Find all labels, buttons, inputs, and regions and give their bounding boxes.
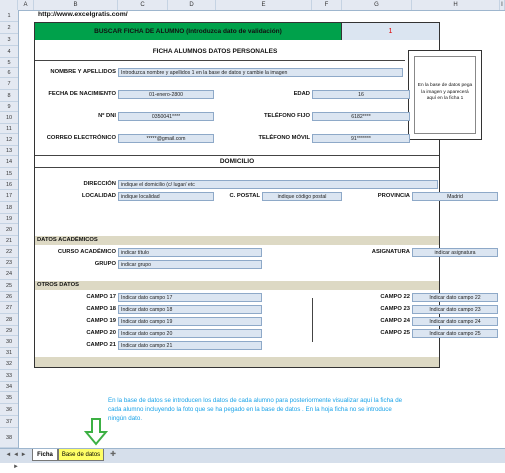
nombre-label: NOMBRE Y APELLIDOS bbox=[50, 69, 116, 75]
otros-section-header: OTROS DATOS bbox=[35, 281, 439, 290]
tab-nav-arrows-icon[interactable]: ◄ ◄ ► ► bbox=[5, 452, 27, 470]
campo-20-label: CAMPO 20 bbox=[86, 330, 116, 336]
domicilio-title: DOMICILIO bbox=[219, 158, 255, 165]
ficha-title: FICHA ALUMNOS DATOS PERSONALES bbox=[152, 48, 278, 55]
sheet-tab-bar bbox=[0, 448, 505, 470]
column-header[interactable]: D bbox=[168, 0, 216, 10]
campo-18-label: CAMPO 18 bbox=[86, 306, 116, 312]
row-header[interactable]: 22 bbox=[0, 246, 18, 258]
info-note: En la base de datos se introducen los datos de cada alumno para posteriormente visualizar aquí la ficha de cada alumno incluyendo la foto que se ha pegado en la base de datos . En la hoja ficha no se introduce ningún dato. bbox=[108, 397, 403, 422]
campo-25-label: CAMPO 25 bbox=[380, 330, 410, 336]
provincia-value[interactable]: Madrid bbox=[412, 192, 498, 201]
row-header[interactable]: 36 bbox=[0, 404, 18, 416]
correo-value[interactable]: *****@gmail.com bbox=[118, 134, 214, 143]
photo-placeholder-text: En la base de datos pega la imagen y aparecerá aquí en la ficha 1 bbox=[417, 83, 473, 101]
down-arrow-icon bbox=[84, 418, 108, 446]
correo-label: CORREO ELECTRÓNICO bbox=[46, 135, 116, 141]
row-header[interactable]: 18 bbox=[0, 202, 18, 214]
row-header[interactable]: 15 bbox=[0, 168, 18, 180]
campo-21-label: CAMPO 21 bbox=[86, 342, 116, 348]
asignatura-value[interactable]: indicar asignatura bbox=[412, 248, 498, 257]
row-header[interactable]: 9 bbox=[0, 102, 18, 112]
row-header[interactable]: 17 bbox=[0, 190, 18, 202]
provincia-label: PROVINCIA bbox=[377, 193, 410, 199]
dni-label: Nº DNI bbox=[98, 113, 116, 119]
row-header[interactable]: 27 bbox=[0, 302, 18, 314]
row-header[interactable]: 12 bbox=[0, 134, 18, 146]
row-header-bar bbox=[0, 10, 19, 448]
dni-value[interactable]: 0350041**** bbox=[118, 112, 214, 121]
campo-17-label: CAMPO 17 bbox=[86, 294, 116, 300]
edad-label: EDAD bbox=[293, 91, 310, 97]
nacimiento-value[interactable]: 01-enero-2800 bbox=[118, 90, 214, 99]
row-header[interactable]: 38 bbox=[0, 428, 18, 448]
fijo-value[interactable]: 6182**** bbox=[312, 112, 410, 121]
row-header[interactable]: 32 bbox=[0, 358, 18, 370]
tab-ficha[interactable]: Ficha bbox=[32, 449, 58, 461]
new-sheet-icon[interactable]: ✚ bbox=[110, 451, 116, 458]
row-header[interactable]: 31 bbox=[0, 348, 18, 358]
row-header[interactable]: 37 bbox=[0, 416, 18, 428]
campo-22-value[interactable]: Indicar dato campo 22 bbox=[412, 293, 498, 302]
campo-21-value[interactable]: Indicar dato campo 21 bbox=[118, 341, 262, 350]
row-header[interactable]: 2 bbox=[0, 22, 18, 34]
domicilio-divider-bottom bbox=[35, 167, 439, 168]
photo-frame bbox=[408, 50, 482, 140]
campo-19-value[interactable]: Indicar dato campo 19 bbox=[118, 317, 262, 326]
row-header[interactable]: 34 bbox=[0, 382, 18, 392]
localidad-label: LOCALIDAD bbox=[81, 193, 116, 199]
search-header-bar bbox=[35, 23, 342, 40]
fijo-label: TELÉFONO FIJO bbox=[263, 113, 310, 119]
localidad-value[interactable]: indique localidad bbox=[118, 192, 214, 201]
search-value-cell[interactable]: 1 bbox=[342, 23, 439, 40]
movil-label: TELÉFONO MÓVIL bbox=[258, 135, 310, 141]
row-header[interactable]: 1 bbox=[0, 10, 18, 22]
campo-18-value[interactable]: Indicar dato campo 18 bbox=[118, 305, 262, 314]
row-header[interactable]: 33 bbox=[0, 370, 18, 382]
row-header[interactable]: 16 bbox=[0, 180, 18, 190]
nombre-value[interactable]: Introduzca nombre y apellidos 1 en la base de datos y cambie la imagen bbox=[118, 68, 403, 77]
row-header[interactable]: 28 bbox=[0, 314, 18, 326]
row-header[interactable]: 25 bbox=[0, 280, 18, 292]
row-header[interactable]: 29 bbox=[0, 326, 18, 336]
row-header[interactable]: 11 bbox=[0, 124, 18, 134]
curso-label: CURSO ACADÉMICO bbox=[57, 249, 116, 255]
form-footer-band bbox=[35, 357, 439, 367]
curso-value[interactable]: indicar título bbox=[118, 248, 262, 257]
campo-23-label: CAMPO 23 bbox=[380, 306, 410, 312]
nacimiento-label: FECHA DE NACIMIENTO bbox=[48, 91, 116, 97]
row-header[interactable]: 4 bbox=[0, 46, 18, 58]
cp-value[interactable]: indique código postal bbox=[262, 192, 342, 201]
otros-divider bbox=[312, 298, 313, 342]
asignatura-label: ASIGNATURA bbox=[371, 249, 410, 255]
row-header[interactable]: 19 bbox=[0, 214, 18, 224]
row-header[interactable]: 10 bbox=[0, 112, 18, 124]
row-header[interactable]: 5 bbox=[0, 58, 18, 68]
direccion-label: DIRECCIÓN bbox=[83, 181, 116, 187]
row-header[interactable]: 20 bbox=[0, 224, 18, 236]
row-header[interactable]: 23 bbox=[0, 258, 18, 268]
row-header[interactable]: 7 bbox=[0, 78, 18, 90]
column-header[interactable]: B bbox=[34, 0, 118, 10]
column-header[interactable]: A bbox=[18, 0, 34, 10]
row-header[interactable]: 6 bbox=[0, 68, 18, 78]
campo-22-label: CAMPO 22 bbox=[380, 294, 410, 300]
website-link[interactable]: http://www.excelgratis.com/ bbox=[38, 11, 128, 18]
domicilio-divider-top bbox=[35, 155, 439, 156]
cp-label: C. POSTAL bbox=[229, 193, 260, 199]
campo-24-label: CAMPO 24 bbox=[380, 318, 410, 324]
column-header[interactable]: E bbox=[216, 0, 312, 10]
row-header[interactable]: 24 bbox=[0, 268, 18, 280]
movil-value[interactable]: 91******* bbox=[312, 134, 410, 143]
row-header[interactable]: 3 bbox=[0, 34, 18, 46]
row-header[interactable]: 26 bbox=[0, 292, 18, 302]
row-header[interactable]: 35 bbox=[0, 392, 18, 404]
column-header-bar bbox=[0, 0, 505, 11]
campo-23-value[interactable]: Indicar dato campo 23 bbox=[412, 305, 498, 314]
row-header[interactable]: 14 bbox=[0, 156, 18, 168]
edad-value[interactable]: 16 bbox=[312, 90, 410, 99]
direccion-value[interactable]: indique el domicilio (c/ lugar/ etc bbox=[118, 180, 438, 189]
grupo-value[interactable]: indicar grupo bbox=[118, 260, 262, 269]
academicos-section-header: DATOS ACADÉMICOS bbox=[35, 236, 439, 245]
row-header[interactable]: 21 bbox=[0, 236, 18, 246]
campo-20-value[interactable]: Indicar dato campo 20 bbox=[118, 329, 262, 338]
row-header[interactable]: 13 bbox=[0, 146, 18, 156]
column-header[interactable]: F bbox=[312, 0, 342, 10]
column-header[interactable]: G bbox=[342, 0, 412, 10]
campo-17-value[interactable]: Indicar dato campo 17 bbox=[118, 293, 262, 302]
column-header[interactable]: I bbox=[500, 0, 505, 10]
row-header[interactable]: 30 bbox=[0, 336, 18, 348]
row-header[interactable]: 8 bbox=[0, 90, 18, 102]
title-divider bbox=[35, 60, 405, 61]
campo-19-label: CAMPO 19 bbox=[86, 318, 116, 324]
column-header[interactable]: H bbox=[412, 0, 500, 10]
grupo-label: GRUPO bbox=[94, 261, 116, 267]
tab-base-de-datos[interactable]: Base de datos bbox=[58, 449, 104, 461]
select-all-corner[interactable] bbox=[0, 0, 18, 10]
campo-25-value[interactable]: Indicar dato campo 25 bbox=[412, 329, 498, 338]
column-header[interactable]: C bbox=[118, 0, 168, 10]
campo-24-value[interactable]: Indicar dato campo 24 bbox=[412, 317, 498, 326]
search-label: BUSCAR FICHA DE ALUMNO (Introduzca dato de validación) bbox=[94, 28, 282, 35]
